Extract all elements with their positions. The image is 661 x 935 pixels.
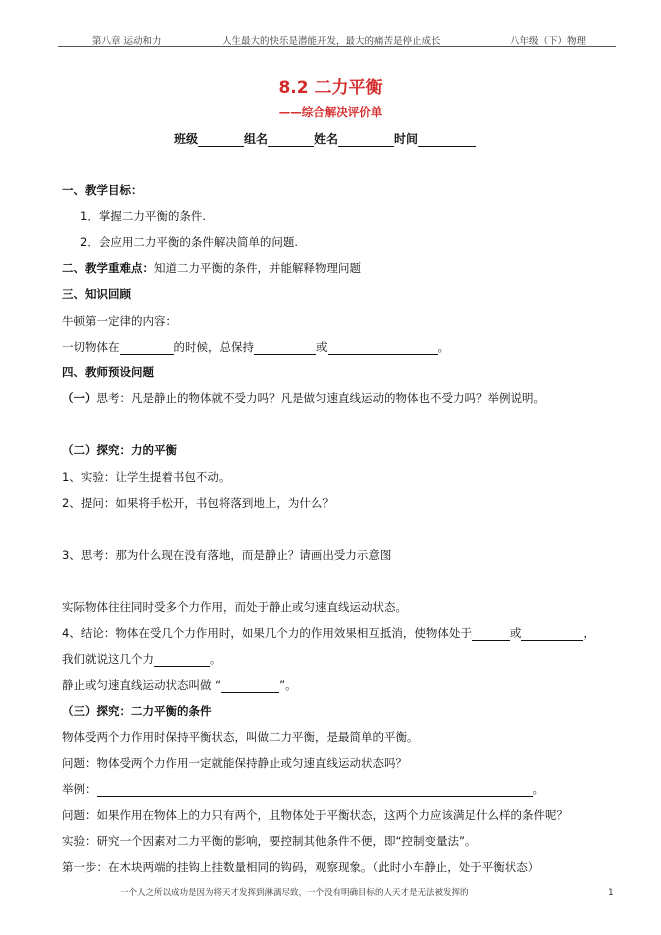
header-chapter: 第八章 运动和力 xyxy=(92,36,162,47)
review-text: 一切物体在 xyxy=(62,340,120,354)
section-keypoints-heading: 二、教学重难点： xyxy=(62,261,154,275)
review-text: 的时候，总保持 xyxy=(173,340,254,354)
footer-motto: 一个人之所以成功是因为将天才发挥到淋漓尽致，一个没有明确目标的人天才是无法被发挥的 xyxy=(120,888,469,898)
name-blank[interactable] xyxy=(338,133,394,147)
question-label: （一） xyxy=(62,391,97,405)
page-title: 8.2 二力平衡 xyxy=(278,78,383,98)
fill-blank[interactable] xyxy=(120,341,174,355)
conclusion-line xyxy=(62,651,222,667)
header-divider xyxy=(58,46,616,47)
name-label: 姓名 xyxy=(314,132,339,146)
example-text: 。 xyxy=(532,782,544,796)
objective-item: 2．会应用二力平衡的条件解决简单的问题. xyxy=(80,235,298,249)
header-motto: 人生最大的快乐是潜能开发，最大的痛苦是停止成长 xyxy=(222,36,441,47)
definition-line xyxy=(62,677,297,693)
section-questions-heading: 四、教师预设问题 xyxy=(62,365,154,379)
conclusion-text: ， xyxy=(583,626,595,640)
conclusion-text: 或 xyxy=(509,626,522,640)
time-blank[interactable] xyxy=(418,133,476,147)
info-line xyxy=(174,130,476,147)
section-keypoints-text: 知道二力平衡的条件，并能解释物理问题 xyxy=(154,261,361,275)
class-label: 班级 xyxy=(174,132,199,146)
question-one xyxy=(62,390,545,406)
class-blank[interactable] xyxy=(198,133,244,147)
step-text: 2、提问：如果将手松开，书包将落到地上，为什么？ xyxy=(62,496,334,510)
section-keypoints xyxy=(62,260,361,276)
conclusion-text: 4、结论：物体在受几个力作用时，如果几个力的作用效果相互抵消，使物体处于 xyxy=(62,626,472,640)
step-text: 实验：研究一个因素对二力平衡的影响，要控制其他条件不便，即“控制变量法”。 xyxy=(62,834,477,848)
step-text: 问题：如果作用在物体上的力只有两个，且物体处于平衡状态，这两个力应该满足什么样的条件呢？ xyxy=(62,808,568,822)
review-text: 或 xyxy=(316,340,328,354)
conclusion-line xyxy=(62,625,595,641)
objective-item: 1．掌握二力平衡的条件. xyxy=(80,209,206,223)
part-two-force-heading: （三）探究：二力平衡的条件 xyxy=(62,704,212,718)
section-review-heading: 三、知识回顾 xyxy=(62,287,131,301)
group-blank[interactable] xyxy=(268,133,314,147)
fill-blank[interactable] xyxy=(154,653,210,667)
group-label: 组名 xyxy=(244,132,269,146)
step-text: 问题：物体受两个力作用一定就能保持静止或匀速直线运动状态吗？ xyxy=(62,756,407,770)
fill-blank[interactable] xyxy=(221,679,279,693)
step-text: 第一步：在木块两端的挂钩上挂数量相同的钩码，观察现象。（此时小车静止，处于平衡状态） xyxy=(62,860,540,874)
definition-text: 静止或匀速直线运动状态叫做 “ xyxy=(62,678,222,692)
fill-blank[interactable] xyxy=(254,341,316,355)
time-label: 时间 xyxy=(394,132,419,146)
definition-text: ”。 xyxy=(279,678,297,692)
review-fill-line xyxy=(62,339,449,355)
header-grade: 八年级（下）物理 xyxy=(510,36,587,47)
example-line xyxy=(62,781,544,797)
page-number: 1 xyxy=(608,888,614,898)
section-objectives-heading: 一、教学目标： xyxy=(62,183,143,197)
review-text: 。 xyxy=(437,340,449,354)
fill-blank[interactable] xyxy=(97,783,533,797)
example-label: 举例： xyxy=(62,782,97,796)
part-force-balance-heading: （二）探究：力的平衡 xyxy=(62,443,177,457)
conclusion-text: 。 xyxy=(210,652,222,666)
conclusion-text: 我们就说这几个力 xyxy=(62,652,154,666)
review-question: 牛顿第一定律的内容： xyxy=(62,314,177,328)
fill-blank[interactable] xyxy=(472,627,510,641)
step-text: 实际物体往往同时受多个力作用，而处于静止或匀速直线运动状态。 xyxy=(62,600,407,614)
step-text: 3、思考：那为什么现在没有落地，而是静止？请画出受力示意图 xyxy=(62,548,392,562)
fill-blank[interactable] xyxy=(521,627,583,641)
page-subtitle: ——综合解决评价单 xyxy=(278,105,383,119)
step-text: 1、实验：让学生提着书包不动。 xyxy=(62,470,231,484)
fill-blank[interactable] xyxy=(328,341,438,355)
step-text: 物体受两个力作用时保持平衡状态，叫做二力平衡，是最简单的平衡。 xyxy=(62,730,419,744)
question-text: 思考：凡是静止的物体就不受力吗？凡是做匀速直线运动的物体也不受力吗？举例说明。 xyxy=(96,391,545,405)
